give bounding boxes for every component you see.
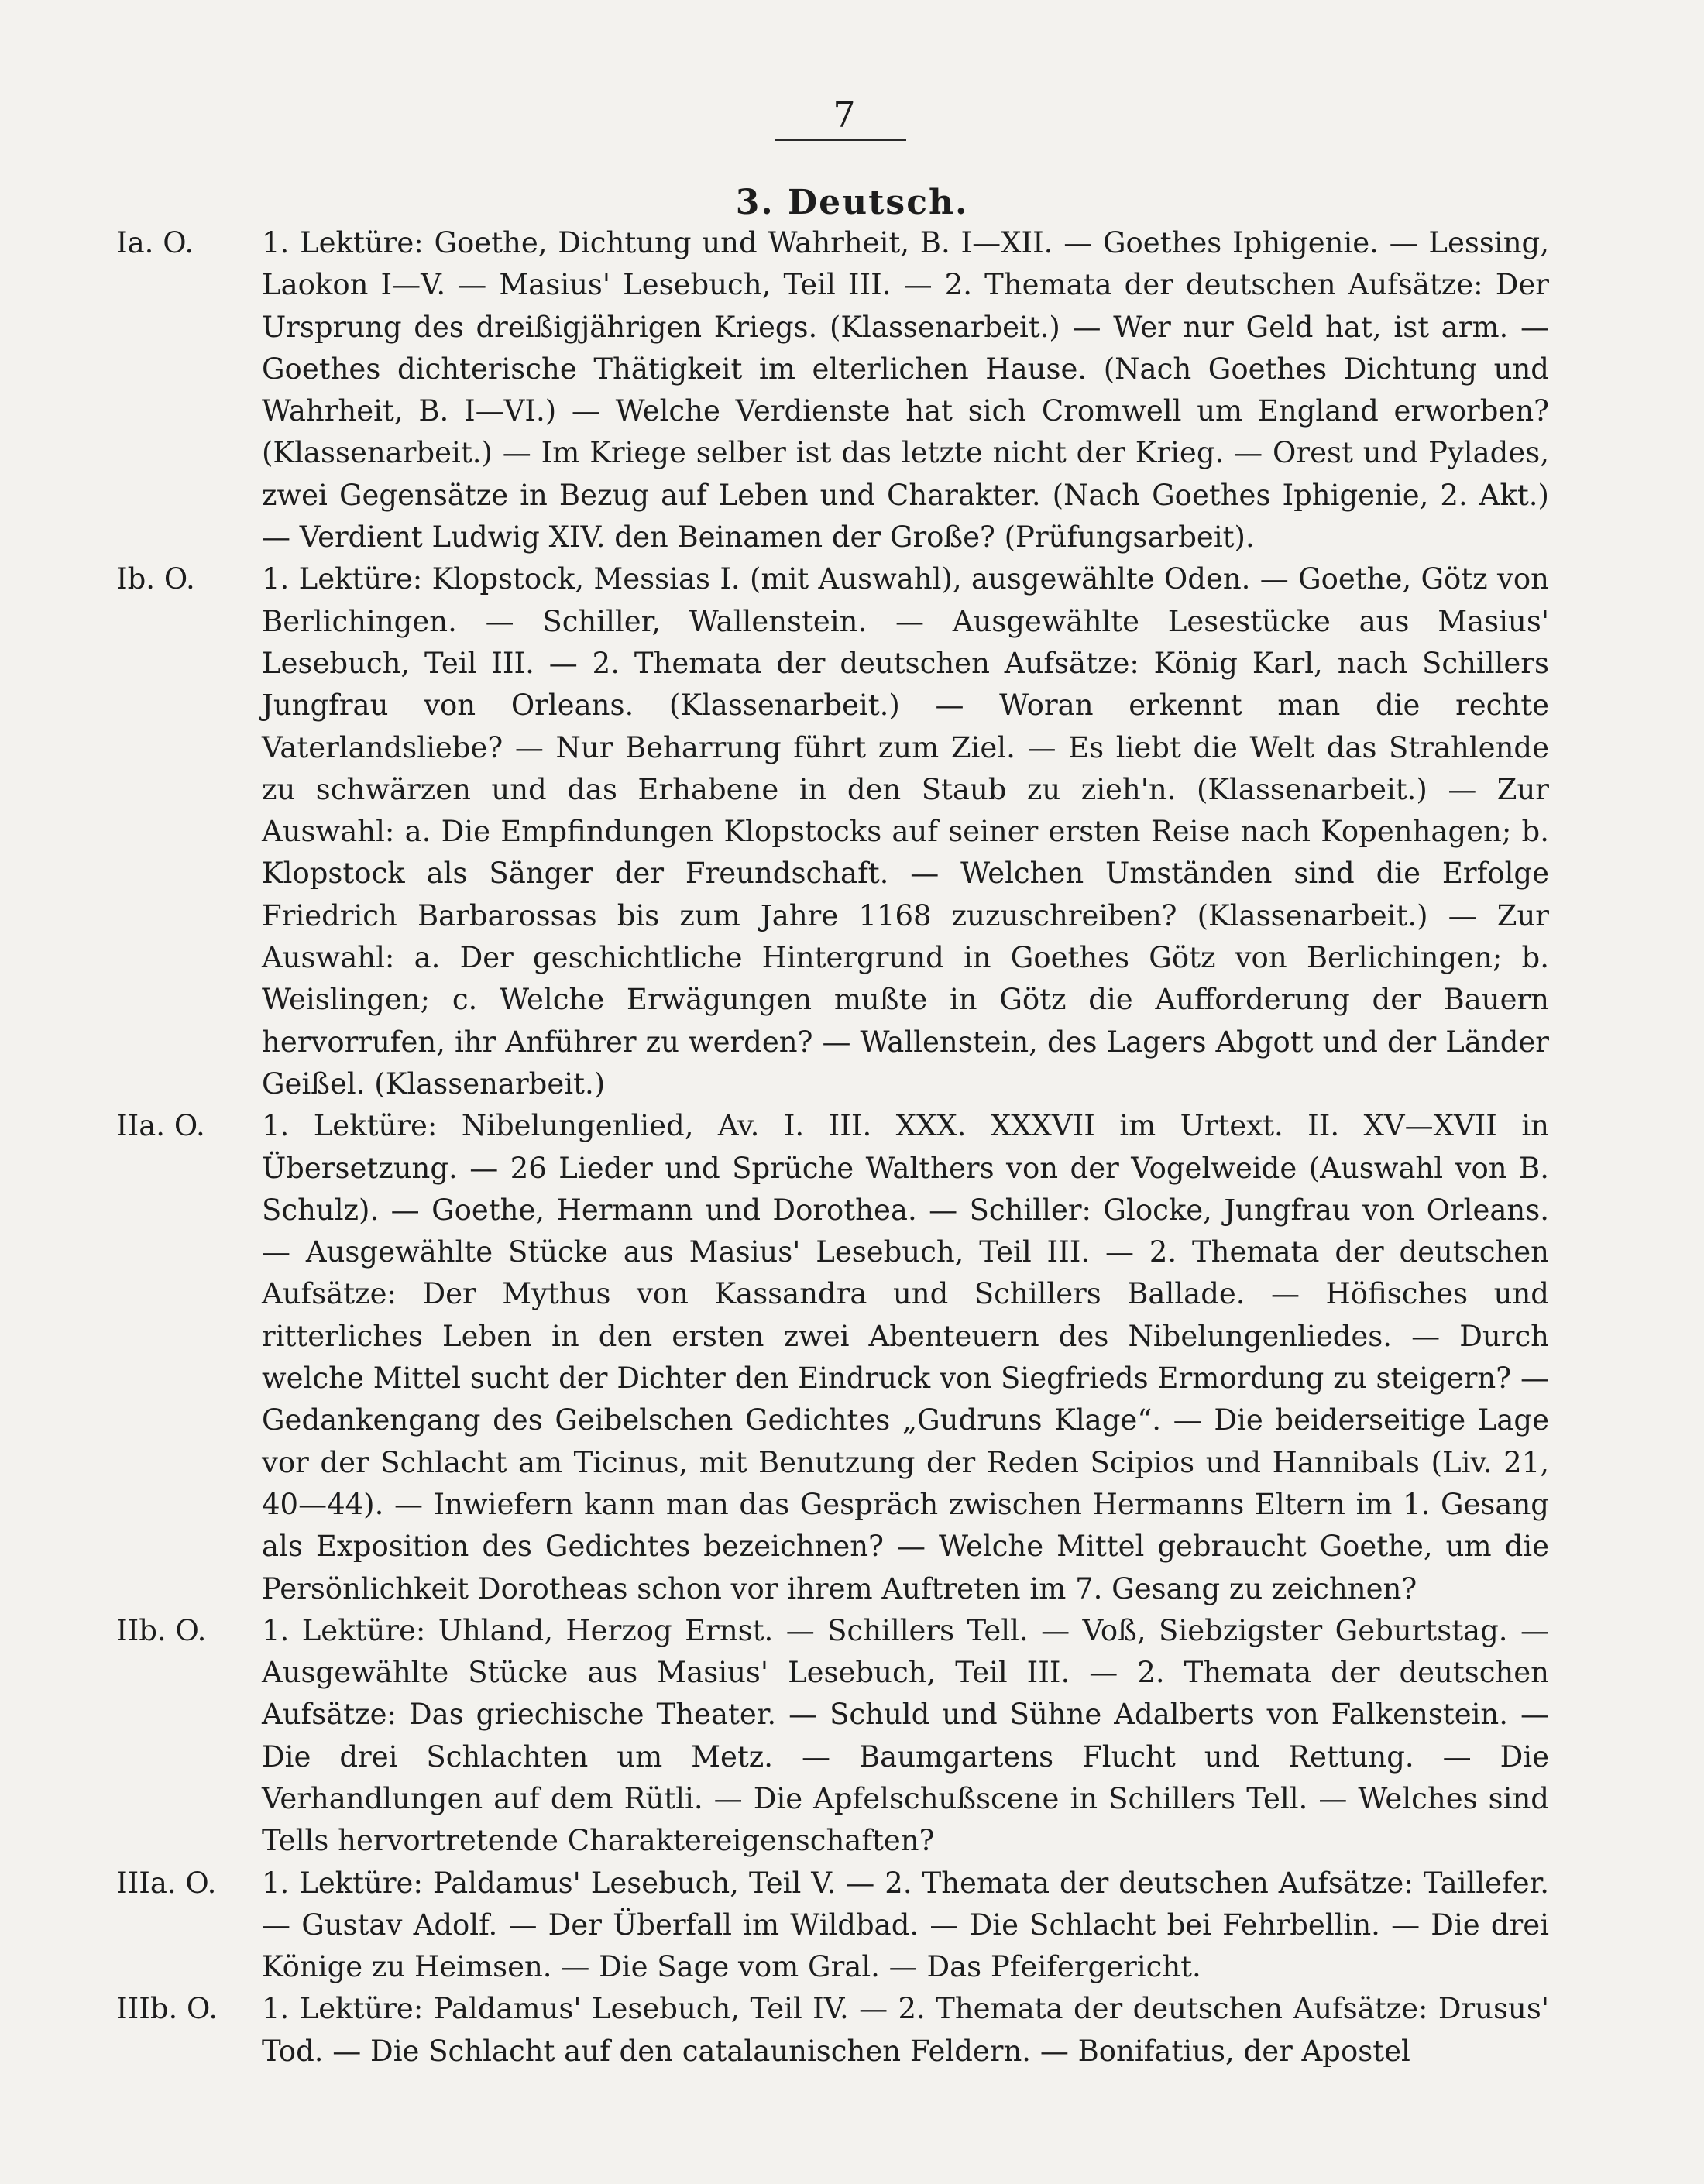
class-label: IIIb. O. — [116, 1992, 218, 2026]
class-label: Ib. O. — [116, 562, 195, 596]
class-label: IIa. O. — [116, 1109, 205, 1143]
entry-ia — [116, 222, 1549, 558]
class-label: Ia. O. — [116, 226, 194, 259]
entry-iia — [116, 1105, 1549, 1610]
entry-iiia — [116, 1863, 1549, 1989]
entry-iiib — [116, 1988, 1549, 2072]
page-number: 7 — [833, 94, 856, 136]
entry-text: 1. Lektüre: Paldamus' Lesebuch, Teil V. — 2. Themata der deutschen Aufsätze: Taillefer. — Gustav Adolf. — Der Überfall im Wildbad. — Die Schlacht bei Fehrbellin. — Die drei Könige zu Heimsen. — Die Sage vom Gral. — Das Pfeifergericht. — [262, 1866, 1549, 1984]
entry-text: 1. Lektüre: Paldamus' Lesebuch, Teil IV. — 2. Themata der deutschen Aufsätze: Drusus' Tod. — Die Schlacht auf den catalaunischen Feldern. — Bonifatius, der Apostel — [262, 1992, 1549, 2068]
entry-text: 1. Lektüre: Klopstock, Messias I. (mit Auswahl), ausgewählte Oden. — Goethe, Götz von Berlichingen. — Schiller, Wallenstein. — Ausgewählte Lesestücke aus Masius' Lesebuch, Teil III. — 2. Themata der deutschen Aufsätze: König Karl, nach Schillers Jungfrau von Orleans. (Klassenarbeit.) — Woran erkennt man die rechte Vaterlandsliebe? — Nur Beharrung führt zum Ziel. — Es liebt die Welt das Strahlende zu schwärzen und das Erhabene in den Staub zu zieh'n. (Klassenarbeit.) — Zur Auswahl: a. Die Empfindungen Klopstocks auf seiner ersten Reise nach Kopenhagen; b. Klopstock als Sänger der Freundschaft. — Welchen Umständen sind die Erfolge Friedrich Barbarossas bis zum Jahre 1168 zuzuschreiben? (Klassenarbeit.) — Zur Auswahl: a. Der geschichtliche Hintergrund in Goethes Götz von Berlichingen; b. Weislingen; c. Welche Erwägungen mußte in Götz die Aufforderung der Bauern hervorrufen, ihr Anführer zu werden? — Wallenstein, des Lagers Abgott und der Länder Geißel. (Klassenarbeit.) — [262, 562, 1549, 1101]
page-number-rule — [775, 139, 906, 141]
entry-iib — [116, 1610, 1549, 1863]
entry-text: 1. Lektüre: Goethe, Dichtung und Wahrheit, B. I—XII. — Goethes Iphigenie. — Lessing, Laokon I—V. — Masius' Lesebuch, Teil III. — 2. Themata der deutschen Aufsätze: Der Ursprung des dreißigjährigen Kriegs. (Klassenarbeit.) — Wer nur Geld hat, ist arm. — Goethes dichterische Thätigkeit im elterlichen Hause. (Nach Goethes Dichtung und Wahrheit, B. I—VI.) — Welche Verdienste hat sich Cromwell um England erworben? (Klassenarbeit.) — Im Kriege selber ist das letzte nicht der Krieg. — Orest und Pylades, zwei Gegensätze in Bezug auf Leben und Charakter. (Nach Goethes Iphigenie, 2. Akt.) — Verdient Ludwig XIV. den Beinamen der Große? (Prüfungsarbeit). — [262, 226, 1549, 555]
section-title: 3. Deutsch. — [735, 183, 969, 222]
class-label: IIb. O. — [116, 1613, 207, 1647]
entry-list — [116, 222, 1549, 2072]
entry-text: 1. Lektüre: Uhland, Herzog Ernst. — Schillers Tell. — Voß, Siebzigster Geburtstag. — Ausgewählte Stücke aus Masius' Lesebuch, Teil III. — 2. Themata der deutschen Aufsätze: Das griechische Theater. — Schuld und Sühne Adalberts von Falkenstein. — Die drei Schlachten um Metz. — Baumgartens Flucht und Rettung. — Die Verhandlungen auf dem Rütli. — Die Apfelschußscene in Schillers Tell. — Welches sind Tells hervortretende Charaktereigenschaften? — [262, 1613, 1549, 1858]
entry-text: 1. Lektüre: Nibelungenlied, Av. I. III. XXX. XXXVII im Urtext. II. XV—XVII in Übersetzung. — 26 Lieder und Sprüche Walthers von der Vogelweide (Auswahl von B. Schulz). — Goethe, Hermann und Dorothea. — Schiller: Glocke, Jungfrau von Orleans. — Ausgewählte Stücke aus Masius' Lesebuch, Teil III. — 2. Themata der deutschen Aufsätze: Der Mythus von Kassandra und Schillers Ballade. — Höfisches und ritterliches Leben in den ersten zwei Abenteuern des Nibelungenliedes. — Durch welche Mittel sucht der Dichter den Eindruck von Siegfrieds Ermordung zu steigern? — Gedankengang des Geibelschen Gedichtes „Gudruns Klage“. — Die beiderseitige Lage vor der Schlacht am Ticinus, mit Benutzung der Reden Scipios und Hannibals (Liv. 21, 40—44). — Inwiefern kann man das Gespräch zwischen Hermanns Eltern im 1. Gesang als Exposition des Gedichtes bezeichnen? — Welche Mittel gebraucht Goethe, um die Persönlichkeit Dorotheas schon vor ihrem Auftreten im 7. Gesang zu zeichnen? — [262, 1109, 1549, 1605]
entry-ib — [116, 558, 1549, 1105]
class-label: IIIa. O. — [116, 1866, 217, 1900]
